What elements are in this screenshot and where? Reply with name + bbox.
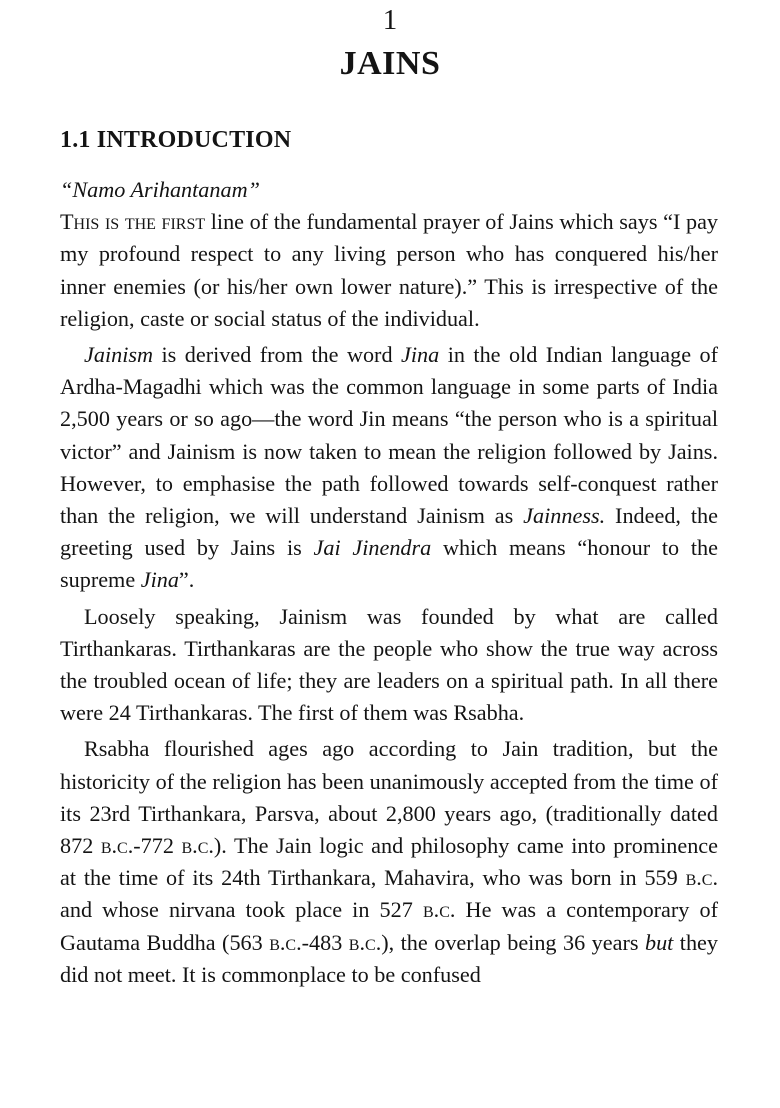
term-jainism: Jainism	[84, 342, 154, 368]
term-jainness: Jainness.	[523, 503, 606, 529]
paragraph-4-text-f: -483	[301, 929, 349, 955]
era-bc: b.c.	[269, 929, 302, 955]
paragraph-2-text-b: in the old Indian language of Ardha-Magadhi which was the common language in some parts of India 2,500 years or so ago—the word Jin means “the person who is a spiritual victor” and Jainism is now taken to mean the religion followed by Jains. However, to emphasise the path followed towards self-conquest rather than the religion, we will understand Jainism as	[60, 342, 718, 529]
chapter-title: JAINS	[339, 45, 441, 82]
paragraph-4-text-h: they did not meet. It is commonplace to be confused	[60, 929, 719, 987]
era-bc: b.c.	[100, 833, 134, 859]
paragraph-1-line1: line of the fundamental prayer of Jains which	[205, 209, 614, 235]
lead-in-small-caps: This is the first	[60, 209, 206, 235]
paragraph-3: Loosely speaking, Jainism was founded by what are called Tirthankaras. Tirthankaras are the people who show the true way across the troubled ocean of life; they are leaders on a spiritual path. In all there were 24 Tirthankaras. The first of them was Rsabha.	[60, 603, 718, 726]
paragraph-1	[60, 206, 718, 335]
era-bc: b.c.	[685, 865, 718, 891]
term-jai-jinendra: Jai Jinendra	[313, 535, 432, 561]
paragraph-4-text-g: ), the overlap being 36 years	[381, 929, 645, 955]
body-text	[60, 174, 718, 991]
paragraph-2	[60, 339, 718, 597]
term-jina: Jina	[401, 342, 440, 368]
term-but: but	[644, 929, 674, 955]
paragraph-4-text-b: -772	[133, 833, 182, 859]
paragraph-4-text-a: Rsabha flourished ages ago according to Jain tradition, but the historicity of the religion has been unanimously accepted from the time of its 23rd Tirthankara, Parsva, about 2,800 years ago, (traditionally dated 872	[60, 736, 718, 859]
paragraph-2-text-c: Indeed, the greeting used by Jains is	[60, 503, 718, 561]
prayer-quote-text: “Namo Arihantanam”	[60, 177, 260, 202]
era-bc: b.c.	[422, 897, 456, 923]
chapter-number: 1	[382, 4, 398, 36]
paragraph-1-body: says “I pay my profound respect to any living person who has conquered his/her inner enemies (or his/her own lower nature).” This is irrespective of the religion, caste or social status of the individual.	[60, 209, 719, 331]
section-heading: 1.1 INTRODUCTION	[60, 127, 292, 153]
paragraph-2-text-d: which means “honour to the supreme	[60, 535, 718, 593]
paragraph-2-text-e: ”.	[178, 567, 195, 593]
paragraph-2-text-a: is derived from the word	[153, 342, 402, 368]
term-jina-2: Jina	[140, 567, 179, 593]
era-bc: b.c.	[181, 833, 214, 859]
prayer-quote	[60, 174, 718, 206]
paragraph-4-text-d: and whose nirvana took place in 527	[60, 897, 423, 923]
paragraph-4-text-e: He was a contemporary of Gautama Buddha (563	[60, 897, 719, 955]
paragraph-4-text-c: ). The Jain logic and philosophy came into prominence at the time of its 24th Tirthankara, Mahavira, who was born in 559	[60, 833, 719, 891]
era-bc: b.c.	[348, 929, 382, 955]
paragraph-4	[60, 733, 718, 991]
